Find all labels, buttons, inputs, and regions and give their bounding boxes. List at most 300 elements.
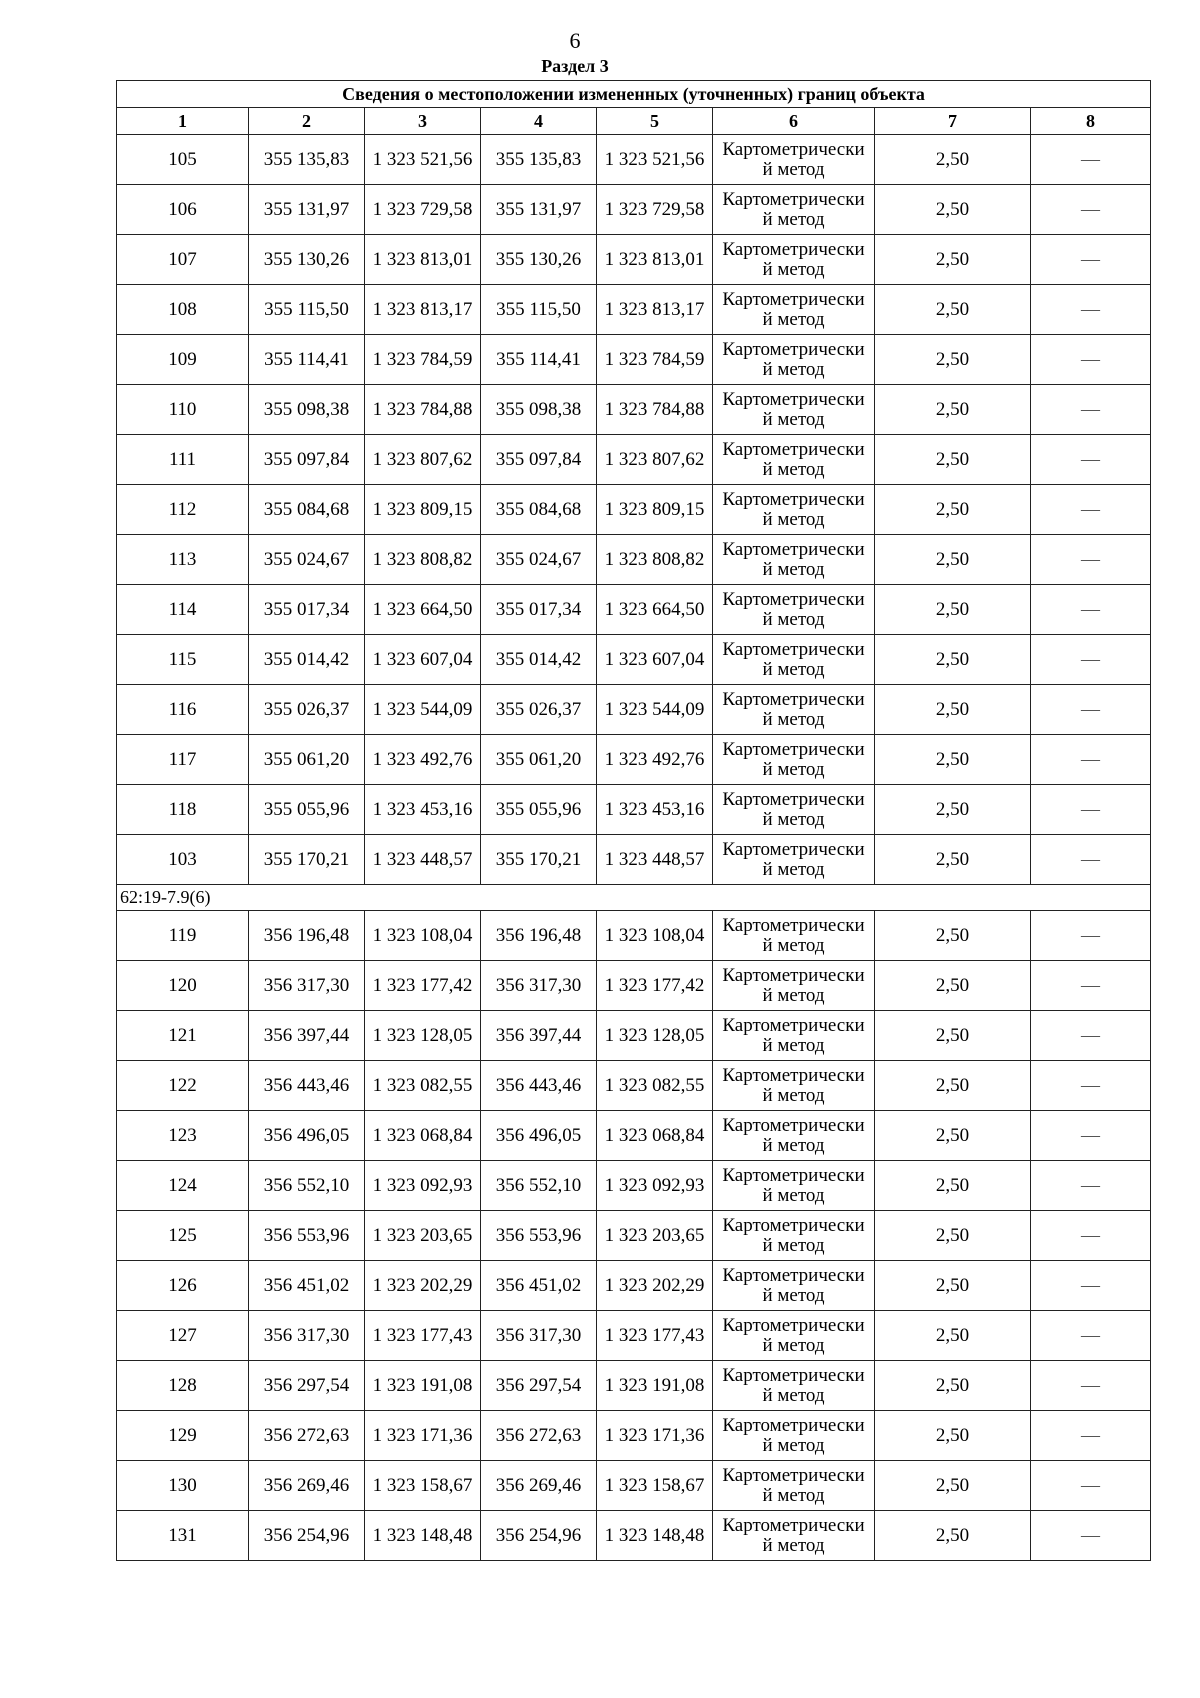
y-existing-cell: 1 323 148,48 bbox=[365, 1511, 481, 1561]
y-existing-cell: 1 323 177,43 bbox=[365, 1311, 481, 1361]
method-cell bbox=[713, 735, 875, 785]
method-cell bbox=[713, 485, 875, 535]
method-text-line: Картометрически bbox=[722, 1514, 865, 1536]
x-existing-cell: 355 170,21 bbox=[249, 835, 365, 885]
point-number-cell: 119 bbox=[117, 911, 249, 961]
y-existing-cell: 1 323 813,01 bbox=[365, 235, 481, 285]
description-cell: — bbox=[1031, 1211, 1151, 1261]
x-new-cell: 355 135,83 bbox=[481, 135, 597, 185]
description-cell: — bbox=[1031, 585, 1151, 635]
description-cell: — bbox=[1031, 911, 1151, 961]
x-existing-cell: 356 272,63 bbox=[249, 1411, 365, 1461]
table-row bbox=[117, 185, 1151, 235]
y-existing-cell: 1 323 202,29 bbox=[365, 1261, 481, 1311]
accuracy-cell: 2,50 bbox=[875, 785, 1031, 835]
table-row bbox=[117, 1361, 1151, 1411]
method-text-line: й метод bbox=[762, 1334, 825, 1356]
accuracy-cell: 2,50 bbox=[875, 1511, 1031, 1561]
y-new-cell: 1 323 521,56 bbox=[597, 135, 713, 185]
table-row bbox=[117, 835, 1151, 885]
table-row bbox=[117, 335, 1151, 385]
method-text-line: й метод bbox=[762, 358, 825, 380]
x-existing-cell: 355 097,84 bbox=[249, 435, 365, 485]
table-row bbox=[117, 1311, 1151, 1361]
x-new-cell: 355 097,84 bbox=[481, 435, 597, 485]
point-number-cell: 126 bbox=[117, 1261, 249, 1311]
x-existing-cell: 356 451,02 bbox=[249, 1261, 365, 1311]
accuracy-cell: 2,50 bbox=[875, 735, 1031, 785]
accuracy-cell: 2,50 bbox=[875, 135, 1031, 185]
description-cell: — bbox=[1031, 735, 1151, 785]
method-text-line: й метод bbox=[762, 608, 825, 630]
y-existing-cell: 1 323 128,05 bbox=[365, 1011, 481, 1061]
method-text-line: й метод bbox=[762, 158, 825, 180]
method-text-line: й метод bbox=[762, 658, 825, 680]
method-text-line: й метод bbox=[762, 1134, 825, 1156]
description-cell: — bbox=[1031, 1011, 1151, 1061]
method-text-line: й метод bbox=[762, 1384, 825, 1406]
point-number-cell: 107 bbox=[117, 235, 249, 285]
method-text-line: й метод bbox=[762, 308, 825, 330]
point-number-cell: 103 bbox=[117, 835, 249, 885]
x-existing-cell: 355 055,96 bbox=[249, 785, 365, 835]
point-number-cell: 131 bbox=[117, 1511, 249, 1561]
method-text-line: й метод bbox=[762, 858, 825, 880]
method-text-line: Картометрически bbox=[722, 488, 865, 510]
x-new-cell: 356 552,10 bbox=[481, 1161, 597, 1211]
method-text-line: Картометрически bbox=[722, 788, 865, 810]
method-text-line: Картометрически bbox=[722, 1214, 865, 1236]
method-text-line: Картометрически bbox=[722, 1264, 865, 1286]
x-existing-cell: 355 014,42 bbox=[249, 635, 365, 685]
point-number-cell: 125 bbox=[117, 1211, 249, 1261]
x-new-cell: 356 272,63 bbox=[481, 1411, 597, 1461]
y-new-cell: 1 323 784,88 bbox=[597, 385, 713, 435]
x-existing-cell: 356 552,10 bbox=[249, 1161, 365, 1211]
description-cell: — bbox=[1031, 1261, 1151, 1311]
y-new-cell: 1 323 068,84 bbox=[597, 1111, 713, 1161]
description-cell: — bbox=[1031, 235, 1151, 285]
method-text-line: й метод bbox=[762, 508, 825, 530]
table-row bbox=[117, 1161, 1151, 1211]
table-row bbox=[117, 911, 1151, 961]
y-existing-cell: 1 323 607,04 bbox=[365, 635, 481, 685]
method-text-line: Картометрически bbox=[722, 138, 865, 160]
method-cell bbox=[713, 535, 875, 585]
x-existing-cell: 355 131,97 bbox=[249, 185, 365, 235]
table-row bbox=[117, 585, 1151, 635]
x-new-cell: 356 317,30 bbox=[481, 1311, 597, 1361]
description-cell: — bbox=[1031, 1411, 1151, 1461]
method-cell bbox=[713, 1411, 875, 1461]
description-cell: — bbox=[1031, 1111, 1151, 1161]
x-existing-cell: 356 317,30 bbox=[249, 1311, 365, 1361]
y-existing-cell: 1 323 784,88 bbox=[365, 385, 481, 435]
x-new-cell: 355 014,42 bbox=[481, 635, 597, 685]
y-existing-cell: 1 323 492,76 bbox=[365, 735, 481, 785]
column-number-row bbox=[117, 108, 1151, 135]
method-text-line: Картометрически bbox=[722, 1314, 865, 1336]
y-existing-cell: 1 323 448,57 bbox=[365, 835, 481, 885]
method-cell bbox=[713, 911, 875, 961]
description-cell: — bbox=[1031, 1511, 1151, 1561]
x-new-cell: 355 131,97 bbox=[481, 185, 597, 235]
method-text-line: й метод bbox=[762, 258, 825, 280]
y-new-cell: 1 323 453,16 bbox=[597, 785, 713, 835]
description-cell: — bbox=[1031, 435, 1151, 485]
method-text-line: Картометрически bbox=[722, 1364, 865, 1386]
y-new-cell: 1 323 108,04 bbox=[597, 911, 713, 961]
x-existing-cell: 356 297,54 bbox=[249, 1361, 365, 1411]
x-new-cell: 356 196,48 bbox=[481, 911, 597, 961]
accuracy-cell: 2,50 bbox=[875, 1311, 1031, 1361]
y-new-cell: 1 323 082,55 bbox=[597, 1061, 713, 1111]
y-existing-cell: 1 323 177,42 bbox=[365, 961, 481, 1011]
point-number-cell: 112 bbox=[117, 485, 249, 535]
y-new-cell: 1 323 128,05 bbox=[597, 1011, 713, 1061]
accuracy-cell: 2,50 bbox=[875, 435, 1031, 485]
x-existing-cell: 356 443,46 bbox=[249, 1061, 365, 1111]
method-text-line: Картометрически bbox=[722, 1164, 865, 1186]
method-text-line: й метод bbox=[762, 934, 825, 956]
point-number-cell: 109 bbox=[117, 335, 249, 385]
y-existing-cell: 1 323 203,65 bbox=[365, 1211, 481, 1261]
table-row bbox=[117, 1011, 1151, 1061]
column-number: 6 bbox=[713, 108, 875, 135]
description-cell: — bbox=[1031, 135, 1151, 185]
table-row bbox=[117, 135, 1151, 185]
method-text-line: Картометрически bbox=[722, 1414, 865, 1436]
accuracy-cell: 2,50 bbox=[875, 1161, 1031, 1211]
method-text-line: й метод bbox=[762, 558, 825, 580]
table-row bbox=[117, 535, 1151, 585]
table-row bbox=[117, 1411, 1151, 1461]
accuracy-cell: 2,50 bbox=[875, 535, 1031, 585]
method-cell bbox=[713, 1061, 875, 1111]
y-existing-cell: 1 323 544,09 bbox=[365, 685, 481, 735]
point-number-cell: 116 bbox=[117, 685, 249, 735]
column-number: 7 bbox=[875, 108, 1031, 135]
method-cell bbox=[713, 585, 875, 635]
method-text-line: й метод bbox=[762, 1484, 825, 1506]
column-number: 8 bbox=[1031, 108, 1151, 135]
x-new-cell: 356 269,46 bbox=[481, 1461, 597, 1511]
description-cell: — bbox=[1031, 1061, 1151, 1111]
description-cell: — bbox=[1031, 185, 1151, 235]
x-new-cell: 355 084,68 bbox=[481, 485, 597, 535]
column-number: 1 bbox=[117, 108, 249, 135]
accuracy-cell: 2,50 bbox=[875, 1461, 1031, 1511]
table-row bbox=[117, 485, 1151, 535]
table-row bbox=[117, 635, 1151, 685]
table-row bbox=[117, 785, 1151, 835]
y-new-cell: 1 323 809,15 bbox=[597, 485, 713, 535]
y-new-cell: 1 323 158,67 bbox=[597, 1461, 713, 1511]
accuracy-cell: 2,50 bbox=[875, 485, 1031, 535]
x-new-cell: 355 114,41 bbox=[481, 335, 597, 385]
point-number-cell: 111 bbox=[117, 435, 249, 485]
y-new-cell: 1 323 148,48 bbox=[597, 1511, 713, 1561]
column-number: 4 bbox=[481, 108, 597, 135]
point-number-cell: 113 bbox=[117, 535, 249, 585]
description-cell: — bbox=[1031, 835, 1151, 885]
point-number-cell: 128 bbox=[117, 1361, 249, 1411]
method-text-line: й метод bbox=[762, 808, 825, 830]
x-new-cell: 355 017,34 bbox=[481, 585, 597, 635]
column-number: 2 bbox=[249, 108, 365, 135]
y-existing-cell: 1 323 664,50 bbox=[365, 585, 481, 635]
accuracy-cell: 2,50 bbox=[875, 1111, 1031, 1161]
accuracy-cell: 2,50 bbox=[875, 1361, 1031, 1411]
y-new-cell: 1 323 177,42 bbox=[597, 961, 713, 1011]
description-cell: — bbox=[1031, 1311, 1151, 1361]
description-cell: — bbox=[1031, 335, 1151, 385]
table-row bbox=[117, 235, 1151, 285]
x-existing-cell: 356 397,44 bbox=[249, 1011, 365, 1061]
point-number-cell: 118 bbox=[117, 785, 249, 835]
method-cell bbox=[713, 385, 875, 435]
x-new-cell: 356 297,54 bbox=[481, 1361, 597, 1411]
description-cell: — bbox=[1031, 785, 1151, 835]
y-new-cell: 1 323 813,17 bbox=[597, 285, 713, 335]
table-row bbox=[117, 735, 1151, 785]
y-new-cell: 1 323 191,08 bbox=[597, 1361, 713, 1411]
method-cell bbox=[713, 685, 875, 735]
table-row bbox=[117, 285, 1151, 335]
method-text-line: Картометрически bbox=[722, 638, 865, 660]
method-text-line: Картометрически bbox=[722, 288, 865, 310]
x-existing-cell: 356 317,30 bbox=[249, 961, 365, 1011]
x-new-cell: 355 115,50 bbox=[481, 285, 597, 335]
y-new-cell: 1 323 607,04 bbox=[597, 635, 713, 685]
accuracy-cell: 2,50 bbox=[875, 961, 1031, 1011]
page-number: 6 bbox=[569, 28, 581, 53]
table-row bbox=[117, 1061, 1151, 1111]
x-new-cell: 355 024,67 bbox=[481, 535, 597, 585]
method-text-line: й метод bbox=[762, 1434, 825, 1456]
table-row bbox=[117, 435, 1151, 485]
method-text-line: й метод bbox=[762, 1184, 825, 1206]
x-new-cell: 356 397,44 bbox=[481, 1011, 597, 1061]
y-existing-cell: 1 323 729,58 bbox=[365, 185, 481, 235]
point-number-cell: 114 bbox=[117, 585, 249, 635]
method-cell bbox=[713, 335, 875, 385]
x-existing-cell: 356 553,96 bbox=[249, 1211, 365, 1261]
table-row bbox=[117, 1211, 1151, 1261]
y-existing-cell: 1 323 158,67 bbox=[365, 1461, 481, 1511]
method-text-line: й метод bbox=[762, 758, 825, 780]
method-cell bbox=[713, 635, 875, 685]
x-existing-cell: 355 130,26 bbox=[249, 235, 365, 285]
y-existing-cell: 1 323 082,55 bbox=[365, 1061, 481, 1111]
x-new-cell: 356 443,46 bbox=[481, 1061, 597, 1111]
method-text-line: Картометрически bbox=[722, 964, 865, 986]
method-text-line: й метод bbox=[762, 1084, 825, 1106]
y-existing-cell: 1 323 813,17 bbox=[365, 285, 481, 335]
x-existing-cell: 356 254,96 bbox=[249, 1511, 365, 1561]
y-new-cell: 1 323 807,62 bbox=[597, 435, 713, 485]
accuracy-cell: 2,50 bbox=[875, 385, 1031, 435]
section-title: Раздел 3 bbox=[541, 56, 609, 76]
method-text-line: Картометрически bbox=[722, 914, 865, 936]
y-existing-cell: 1 323 068,84 bbox=[365, 1111, 481, 1161]
x-existing-cell: 355 098,38 bbox=[249, 385, 365, 435]
y-new-cell: 1 323 203,65 bbox=[597, 1211, 713, 1261]
x-existing-cell: 355 061,20 bbox=[249, 735, 365, 785]
method-text-line: Картометрически bbox=[722, 538, 865, 560]
description-cell: — bbox=[1031, 1161, 1151, 1211]
table-row bbox=[117, 961, 1151, 1011]
x-new-cell: 355 026,37 bbox=[481, 685, 597, 735]
x-existing-cell: 356 196,48 bbox=[249, 911, 365, 961]
method-cell bbox=[713, 1161, 875, 1211]
x-existing-cell: 355 024,67 bbox=[249, 535, 365, 585]
y-new-cell: 1 323 808,82 bbox=[597, 535, 713, 585]
method-cell bbox=[713, 1011, 875, 1061]
point-number-cell: 106 bbox=[117, 185, 249, 235]
description-cell: — bbox=[1031, 1361, 1151, 1411]
method-text-line: Картометрически bbox=[722, 588, 865, 610]
method-cell bbox=[713, 1311, 875, 1361]
method-cell bbox=[713, 835, 875, 885]
point-number-cell: 122 bbox=[117, 1061, 249, 1111]
method-cell bbox=[713, 1211, 875, 1261]
method-cell bbox=[713, 961, 875, 1011]
method-text-line: й метод bbox=[762, 1534, 825, 1556]
description-cell: — bbox=[1031, 385, 1151, 435]
x-new-cell: 355 061,20 bbox=[481, 735, 597, 785]
description-cell: — bbox=[1031, 285, 1151, 335]
method-cell bbox=[713, 235, 875, 285]
point-number-cell: 124 bbox=[117, 1161, 249, 1211]
method-text-line: Картометрически bbox=[722, 738, 865, 760]
accuracy-cell: 2,50 bbox=[875, 235, 1031, 285]
table-row bbox=[117, 1461, 1151, 1511]
point-number-cell: 110 bbox=[117, 385, 249, 435]
y-new-cell: 1 323 784,59 bbox=[597, 335, 713, 385]
point-number-cell: 120 bbox=[117, 961, 249, 1011]
point-number-cell: 117 bbox=[117, 735, 249, 785]
y-existing-cell: 1 323 191,08 bbox=[365, 1361, 481, 1411]
method-cell bbox=[713, 135, 875, 185]
y-new-cell: 1 323 092,93 bbox=[597, 1161, 713, 1211]
method-cell bbox=[713, 1511, 875, 1561]
x-existing-cell: 356 496,05 bbox=[249, 1111, 365, 1161]
x-existing-cell: 355 115,50 bbox=[249, 285, 365, 335]
description-cell: — bbox=[1031, 961, 1151, 1011]
method-text-line: й метод bbox=[762, 1034, 825, 1056]
accuracy-cell: 2,50 bbox=[875, 185, 1031, 235]
y-existing-cell: 1 323 807,62 bbox=[365, 435, 481, 485]
x-existing-cell: 356 269,46 bbox=[249, 1461, 365, 1511]
table-caption: Сведения о местоположении измененных (уточненных) границ объекта bbox=[117, 81, 1151, 108]
y-new-cell: 1 323 664,50 bbox=[597, 585, 713, 635]
accuracy-cell: 2,50 bbox=[875, 1061, 1031, 1111]
method-text-line: Картометрически bbox=[722, 388, 865, 410]
method-text-line: Картометрически bbox=[722, 1464, 865, 1486]
y-new-cell: 1 323 492,76 bbox=[597, 735, 713, 785]
method-text-line: Картометрически bbox=[722, 238, 865, 260]
x-new-cell: 355 170,21 bbox=[481, 835, 597, 885]
point-number-cell: 105 bbox=[117, 135, 249, 185]
y-existing-cell: 1 323 171,36 bbox=[365, 1411, 481, 1461]
x-new-cell: 356 317,30 bbox=[481, 961, 597, 1011]
accuracy-cell: 2,50 bbox=[875, 335, 1031, 385]
accuracy-cell: 2,50 bbox=[875, 585, 1031, 635]
method-text-line: Картометрически bbox=[722, 688, 865, 710]
x-existing-cell: 355 135,83 bbox=[249, 135, 365, 185]
x-existing-cell: 355 114,41 bbox=[249, 335, 365, 385]
description-cell: — bbox=[1031, 535, 1151, 585]
accuracy-cell: 2,50 bbox=[875, 835, 1031, 885]
y-new-cell: 1 323 448,57 bbox=[597, 835, 713, 885]
y-existing-cell: 1 323 092,93 bbox=[365, 1161, 481, 1211]
point-number-cell: 123 bbox=[117, 1111, 249, 1161]
y-existing-cell: 1 323 108,04 bbox=[365, 911, 481, 961]
point-number-cell: 108 bbox=[117, 285, 249, 335]
method-text-line: Картометрически bbox=[722, 1114, 865, 1136]
x-existing-cell: 355 084,68 bbox=[249, 485, 365, 535]
method-cell bbox=[713, 1261, 875, 1311]
accuracy-cell: 2,50 bbox=[875, 285, 1031, 335]
y-new-cell: 1 323 544,09 bbox=[597, 685, 713, 735]
method-text-line: Картометрически bbox=[722, 838, 865, 860]
method-text-line: Картометрически bbox=[722, 1064, 865, 1086]
x-new-cell: 355 098,38 bbox=[481, 385, 597, 435]
description-cell: — bbox=[1031, 685, 1151, 735]
table-row bbox=[117, 1511, 1151, 1561]
y-new-cell: 1 323 202,29 bbox=[597, 1261, 713, 1311]
accuracy-cell: 2,50 bbox=[875, 1211, 1031, 1261]
y-new-cell: 1 323 177,43 bbox=[597, 1311, 713, 1361]
group-row bbox=[117, 885, 1151, 911]
point-number-cell: 127 bbox=[117, 1311, 249, 1361]
method-text-line: й метод bbox=[762, 984, 825, 1006]
method-text-line: й метод bbox=[762, 408, 825, 430]
method-cell bbox=[713, 1361, 875, 1411]
method-text-line: й метод bbox=[762, 458, 825, 480]
method-text-line: Картометрически bbox=[722, 438, 865, 460]
method-text-line: й метод bbox=[762, 1284, 825, 1306]
y-existing-cell: 1 323 784,59 bbox=[365, 335, 481, 385]
table-row bbox=[117, 685, 1151, 735]
accuracy-cell: 2,50 bbox=[875, 1011, 1031, 1061]
table-row bbox=[117, 1261, 1151, 1311]
method-cell bbox=[713, 435, 875, 485]
x-new-cell: 355 055,96 bbox=[481, 785, 597, 835]
table-row bbox=[117, 385, 1151, 435]
y-new-cell: 1 323 171,36 bbox=[597, 1411, 713, 1461]
x-new-cell: 356 451,02 bbox=[481, 1261, 597, 1311]
method-cell bbox=[713, 785, 875, 835]
x-new-cell: 356 553,96 bbox=[481, 1211, 597, 1261]
method-text-line: Картометрически bbox=[722, 188, 865, 210]
table-body bbox=[117, 81, 1151, 1561]
accuracy-cell: 2,50 bbox=[875, 1261, 1031, 1311]
y-new-cell: 1 323 729,58 bbox=[597, 185, 713, 235]
x-new-cell: 356 254,96 bbox=[481, 1511, 597, 1561]
y-existing-cell: 1 323 521,56 bbox=[365, 135, 481, 185]
point-number-cell: 115 bbox=[117, 635, 249, 685]
accuracy-cell: 2,50 bbox=[875, 635, 1031, 685]
method-text-line: й метод bbox=[762, 708, 825, 730]
x-new-cell: 356 496,05 bbox=[481, 1111, 597, 1161]
method-text-line: Картометрически bbox=[722, 338, 865, 360]
method-text-line: й метод bbox=[762, 208, 825, 230]
point-number-cell: 130 bbox=[117, 1461, 249, 1511]
point-number-cell: 121 bbox=[117, 1011, 249, 1061]
y-new-cell: 1 323 813,01 bbox=[597, 235, 713, 285]
